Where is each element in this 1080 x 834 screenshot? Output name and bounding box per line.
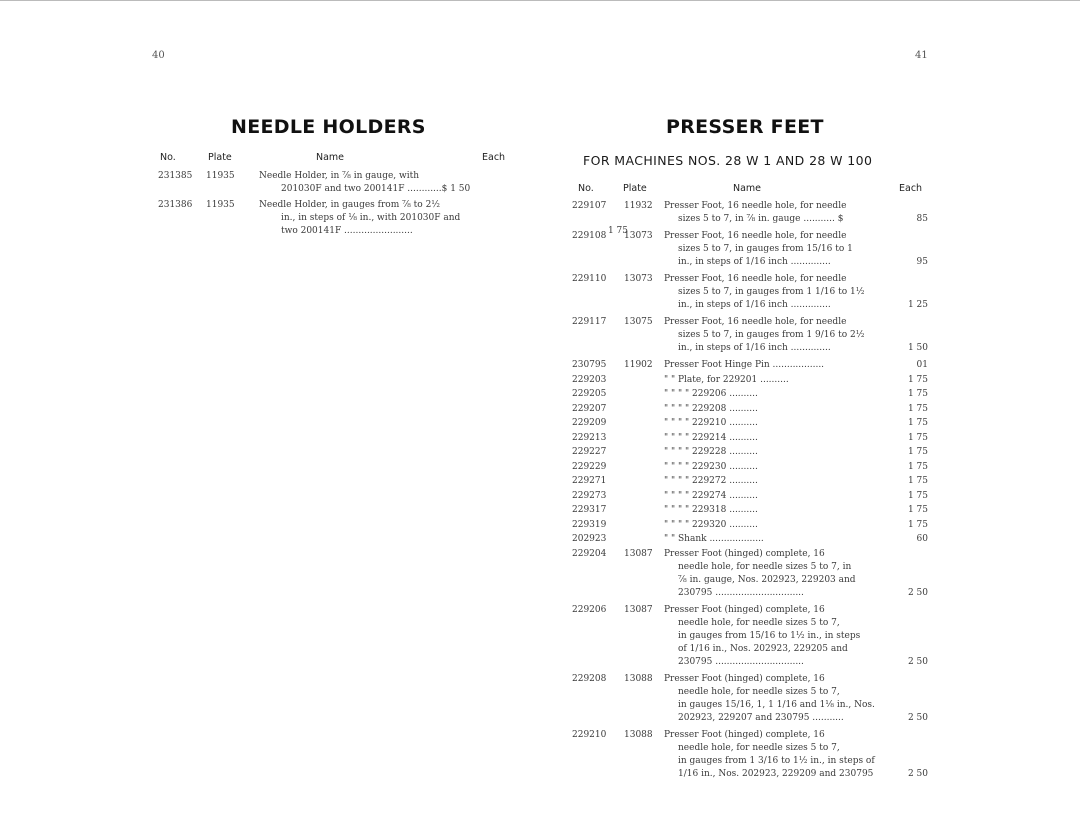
- unit-price: [894, 461, 928, 474]
- description-line: 230795 ...............................: [678, 656, 804, 667]
- price-line: [894, 329, 928, 342]
- part-number: 229317: [572, 505, 607, 515]
- part-number: 229207: [572, 403, 607, 414]
- part-description: [664, 359, 896, 372]
- description-line: Presser Foot, 16 needle hole, for needle: [664, 201, 847, 211]
- description-line: Presser Foot (hinged) complete, 16: [664, 673, 825, 684]
- price-line: 1 75: [907, 447, 928, 457]
- description-line: 201030F and two 200141F ............$ 1 50: [281, 184, 471, 194]
- part-description: [664, 374, 896, 387]
- description-line: needle hole, for needle sizes 5 to 7,: [678, 617, 840, 628]
- part-number: 229213: [572, 432, 607, 443]
- price-line: [894, 673, 928, 686]
- description-line: " " " " 229320 ..........: [664, 519, 758, 530]
- left-col-no: No.: [160, 152, 176, 163]
- part-description: [664, 446, 896, 459]
- price-line: 60: [916, 534, 928, 544]
- unit-price: [894, 519, 928, 532]
- price-line: 1 75: [907, 461, 928, 472]
- price-line: [894, 742, 928, 755]
- left-col-name: Name: [316, 152, 345, 163]
- price-line: 2 50: [907, 712, 928, 723]
- unit-price: [894, 504, 928, 517]
- part-description: [664, 548, 896, 600]
- description-line: " " Plate, for 229201 ..........: [664, 374, 789, 385]
- part-number: 229206: [572, 604, 607, 615]
- unit-price: [894, 403, 928, 416]
- price-line: 1 75: [607, 226, 628, 236]
- description-line: needle hole, for needle sizes 5 to 7, in: [678, 561, 852, 572]
- price-line: [894, 273, 928, 286]
- part-description: [664, 729, 896, 781]
- price-line: 1 75: [907, 403, 928, 414]
- description-line: Presser Foot, 16 needle hole, for needle: [664, 317, 847, 327]
- price-line: 2 50: [907, 656, 928, 667]
- price-line: 1 75: [907, 476, 928, 486]
- price-line: [894, 316, 928, 329]
- part-description: [664, 417, 896, 430]
- description-line: " " " " 229274 ..........: [664, 490, 758, 501]
- plate-number: 13088: [624, 673, 653, 684]
- part-description: [664, 403, 896, 416]
- right-col-each: Each: [899, 183, 923, 194]
- unit-price: [894, 604, 928, 669]
- description-line: " " " " 229208 ..........: [664, 403, 758, 414]
- price-line: [894, 729, 928, 742]
- description-line: 1/16 in., Nos. 202923, 229209 and 230795: [678, 768, 874, 779]
- plate-number: 13087: [624, 604, 653, 615]
- part-number: 229205: [572, 389, 607, 399]
- unit-price: [894, 446, 928, 459]
- part-description: [664, 604, 896, 669]
- part-description: [664, 504, 896, 517]
- part-description: [664, 273, 896, 312]
- price-line: [894, 699, 928, 712]
- price-line: 1 75: [907, 389, 928, 399]
- description-line: needle hole, for needle sizes 5 to 7,: [678, 686, 840, 697]
- description-line: sizes 5 to 7, in gauges from 1 1/16 to 1½: [678, 287, 865, 297]
- right-page-number: 41: [915, 50, 928, 61]
- part-description: [664, 461, 896, 474]
- unit-price: [894, 417, 928, 430]
- part-number: 229203: [572, 374, 607, 385]
- price-line: 1 75: [907, 374, 928, 385]
- description-line: " " " " 229214 ..........: [664, 432, 758, 443]
- part-number: 229229: [572, 461, 607, 472]
- description-line: Presser Foot (hinged) complete, 16: [664, 604, 825, 615]
- description-line: sizes 5 to 7, in ⅞ in. gauge ........... $: [678, 214, 844, 224]
- part-number: 229117: [572, 317, 607, 327]
- plate-number: 13073: [624, 231, 653, 241]
- price-line: 1 75: [907, 418, 928, 428]
- description-line: sizes 5 to 7, in gauges from 15/16 to 1: [678, 244, 853, 254]
- part-number: 229208: [572, 673, 607, 684]
- part-description: [664, 200, 896, 226]
- description-line: in., in steps of 1/16 inch ..............: [678, 257, 831, 267]
- price-line: [894, 200, 928, 213]
- price-line: [894, 574, 928, 587]
- description-line: Presser Foot Hinge Pin ..................: [664, 360, 825, 370]
- description-line: in gauges from 1 3/16 to 1½ in., in steps of: [678, 755, 875, 766]
- right-col-plate: Plate: [623, 183, 647, 194]
- description-line: Presser Foot, 16 needle hole, for needle: [664, 231, 847, 241]
- left-col-plate: Plate: [208, 152, 232, 163]
- description-line: Presser Foot (hinged) complete, 16: [664, 729, 825, 740]
- unit-price: [894, 490, 928, 503]
- machines-subtitle: FOR MACHINES NOS. 28 W 1 AND 28 W 100: [583, 153, 873, 168]
- description-line: 230795 ...............................: [678, 587, 804, 598]
- price-line: [894, 617, 928, 630]
- price-line: 1 75: [907, 490, 928, 501]
- description-line: ⅞ in. gauge, Nos. 202923, 229203 and: [678, 574, 856, 585]
- description-line: " " " " 229230 ..........: [664, 461, 758, 472]
- part-number: 229110: [572, 274, 607, 284]
- price-line: 2 50: [907, 768, 928, 779]
- right-col-no: No.: [578, 183, 594, 194]
- part-number: 230795: [572, 360, 607, 370]
- price-line: 2 50: [907, 587, 928, 598]
- part-number: 231385: [158, 171, 193, 181]
- unit-price: [894, 548, 928, 600]
- part-description: [664, 432, 896, 445]
- description-line: Presser Foot, 16 needle hole, for needle: [664, 274, 847, 284]
- description-line: " " " " 229228 ..........: [664, 447, 758, 457]
- unit-price: [894, 673, 928, 725]
- unit-price: [894, 533, 928, 546]
- plate-number: 11902: [624, 360, 653, 370]
- part-number: 229271: [572, 476, 607, 486]
- price-line: 1 50: [907, 343, 928, 353]
- description-line: 202923, 229207 and 230795 ...........: [678, 712, 844, 723]
- unit-price: [894, 273, 928, 312]
- part-description: [664, 230, 896, 269]
- plate-number: 11935: [206, 200, 235, 210]
- unit-price: [894, 475, 928, 488]
- price-line: 1 75: [907, 519, 928, 530]
- description-line: sizes 5 to 7, in gauges from 1 9/16 to 2½: [678, 330, 865, 340]
- part-number: 202923: [572, 534, 607, 544]
- description-line: two 200141F ........................: [281, 226, 413, 236]
- unit-price: [894, 388, 928, 401]
- unit-price: [894, 200, 928, 226]
- part-description: [664, 490, 896, 503]
- description-line: of 1/16 in., Nos. 202923, 229205 and: [678, 643, 848, 654]
- price-line: [596, 212, 628, 225]
- part-description: [664, 316, 896, 355]
- description-line: Needle Holder, in ⅞ in gauge, with: [259, 171, 420, 181]
- left-col-each: Each: [482, 152, 506, 163]
- left-page-number: 40: [152, 50, 165, 61]
- description-line: in., in steps of ⅛ in., with 201030F and: [281, 213, 461, 223]
- description-line: Presser Foot (hinged) complete, 16: [664, 548, 825, 559]
- plate-number: 13087: [624, 548, 653, 559]
- price-line: [894, 561, 928, 574]
- part-number: 229210: [572, 729, 607, 740]
- plate-number: 11932: [624, 201, 653, 211]
- part-number: 229204: [572, 548, 607, 559]
- part-description: [664, 475, 896, 488]
- description-line: " " " " 229210 ..........: [664, 418, 758, 428]
- unit-price: [894, 432, 928, 445]
- plate-number: 13088: [624, 729, 653, 740]
- price-line: [894, 604, 928, 617]
- price-line: [894, 630, 928, 643]
- price-line: [894, 243, 928, 256]
- part-number: 229319: [572, 519, 607, 530]
- price-line: 95: [916, 257, 928, 267]
- plate-number: 11935: [206, 171, 235, 181]
- price-line: 1 75: [907, 505, 928, 515]
- right-col-name: Name: [733, 183, 762, 194]
- description-line: Needle Holder, in gauges from ⅞ to 2½: [259, 200, 441, 210]
- price-line: [894, 686, 928, 699]
- part-number: 229273: [572, 490, 607, 501]
- description-line: in., in steps of 1/16 inch ..............: [678, 300, 831, 310]
- price-line: [894, 643, 928, 656]
- description-line: needle hole, for needle sizes 5 to 7,: [678, 742, 840, 753]
- presser-feet-title: PRESSER FEET: [666, 116, 824, 138]
- part-description: [664, 533, 896, 546]
- unit-price: [894, 359, 928, 372]
- unit-price: [894, 729, 928, 781]
- description-line: in gauges from 15/16 to 1½ in., in steps: [678, 630, 861, 641]
- unit-price: [894, 374, 928, 387]
- description-line: in gauges 15/16, 1, 1 1/16 and 1⅛ in., Nos.: [678, 699, 875, 710]
- part-description: [259, 170, 595, 196]
- price-line: [894, 286, 928, 299]
- part-number: 229107: [572, 201, 607, 211]
- part-description: [664, 673, 896, 725]
- price-line: 1 25: [907, 300, 928, 310]
- page-edge: [0, 0, 1080, 5]
- price-line: [894, 755, 928, 768]
- description-line: in., in steps of 1/16 inch ..............: [678, 343, 831, 353]
- unit-price: [894, 230, 928, 269]
- part-number: 229227: [572, 447, 607, 457]
- part-description: [259, 199, 595, 238]
- plate-number: 13075: [624, 317, 653, 327]
- price-line: 1 75: [907, 432, 928, 443]
- price-line: 01: [916, 360, 928, 370]
- description-line: " " Shank ...................: [664, 534, 764, 544]
- part-description: [664, 519, 896, 532]
- part-number: 229108: [572, 231, 607, 241]
- price-line: [894, 230, 928, 243]
- description-line: " " " " 229272 ..........: [664, 476, 758, 486]
- price-line: 85: [916, 214, 928, 224]
- unit-price: [894, 316, 928, 355]
- description-line: " " " " 229318 ..........: [664, 505, 758, 515]
- description-line: " " " " 229206 ..........: [664, 389, 758, 399]
- part-description: [664, 388, 896, 401]
- price-line: [894, 548, 928, 561]
- part-number: 229209: [572, 418, 607, 428]
- plate-number: 13073: [624, 274, 653, 284]
- part-number: 231386: [158, 200, 193, 210]
- needle-holders-title: NEEDLE HOLDERS: [231, 116, 426, 138]
